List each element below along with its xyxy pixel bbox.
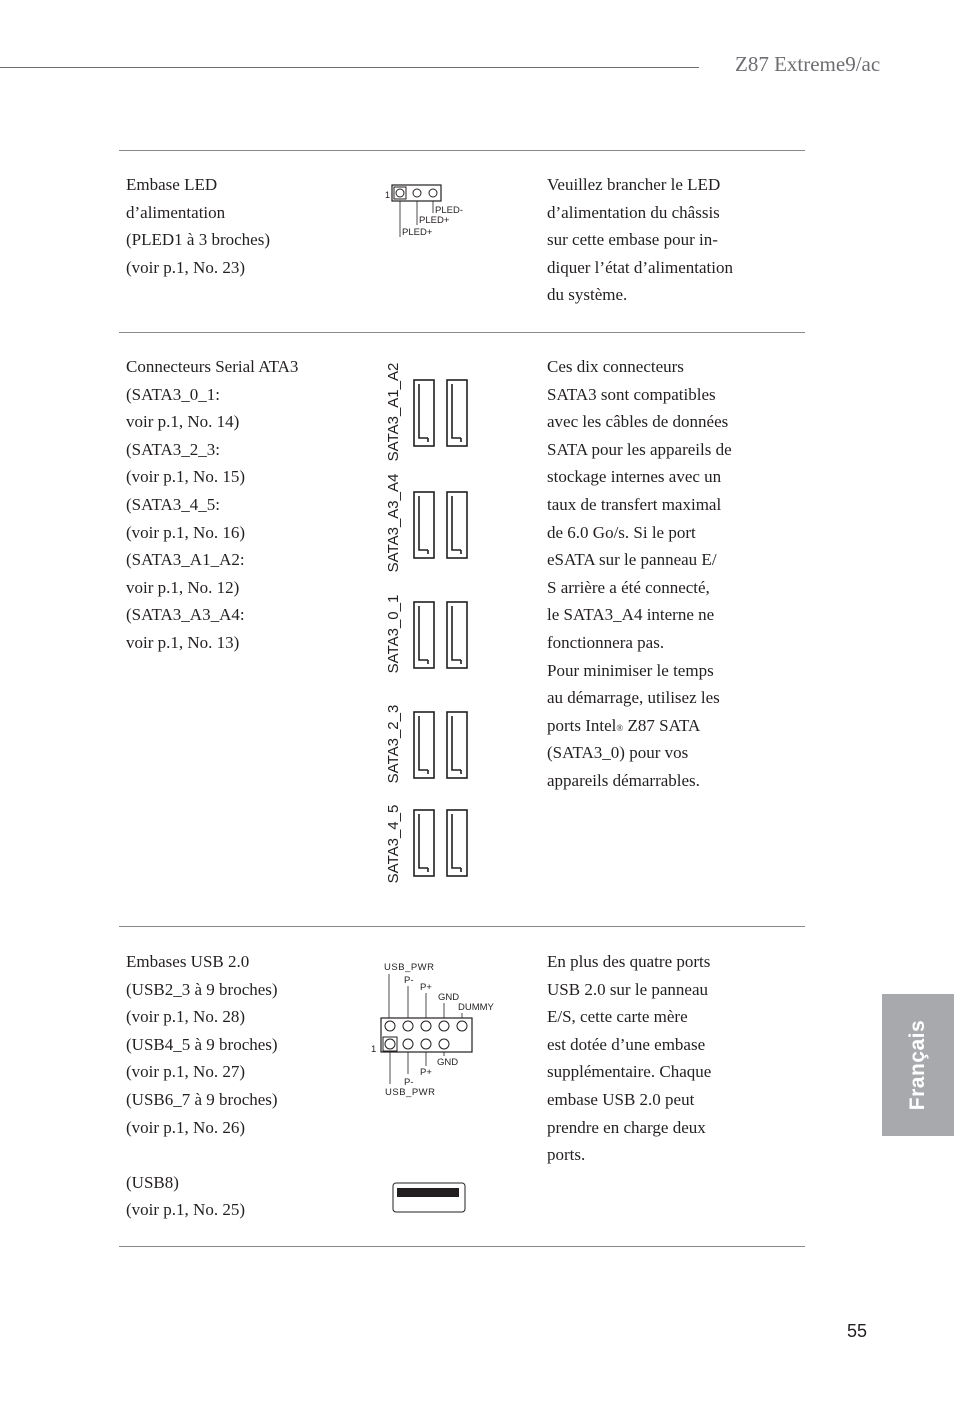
sata-connector-body [447,602,467,668]
header-rule [0,67,699,68]
sata-port-label: SATA3_A3_A4 [385,473,402,573]
sata-port-label: SATA3_0_1 [385,594,402,674]
section-divider [119,1246,805,1247]
sata-connector-key [452,814,461,872]
p-plus-label: P+ [420,1067,432,1078]
text-line: (SATA3_2_3: [126,439,221,459]
gnd-label: GND [438,992,460,1003]
usb-header-diagram [366,956,506,1102]
sata-connector-body [414,712,434,778]
text-line: Veuillez brancher le LED [547,175,721,194]
sata-connector-body [447,810,467,876]
usb-description [126,948,278,1224]
text-line: (USB8) [126,1172,179,1192]
text-line: voir p.1, No. 12) [126,577,240,597]
text-line: (SATA3_A3_A4: [126,605,245,625]
dummy-label: DUMMY [458,1002,494,1013]
text-line: S arrière a été connecté, [547,577,710,597]
text-line: est dotée d’une embase [547,1034,706,1054]
sata-connector-key [419,384,428,442]
pin1-label: 1 [385,190,391,200]
text-line: Pour minimiser le temps [547,660,714,680]
text-line: Embase LED [126,175,218,194]
text-line: (voir p.1, No. 27) [126,1062,245,1082]
sata-description [126,353,298,657]
pled-minus-label: PLED- [435,205,463,216]
sata-connector-key [452,384,461,442]
usb-pwr-label: USB_PWR [385,1087,436,1098]
pin1-label: 1 [371,1044,377,1055]
text-line: (SATA3_A1_A2: [126,550,245,570]
gnd-label: GND [437,1057,459,1068]
pled-plus-label: PLED+ [402,227,433,238]
sata-connector-body [414,602,434,668]
language-label: Français [906,1019,929,1111]
text-line: USB 2.0 sur le panneau [547,979,709,999]
text-line: prendre en charge deux [547,1117,706,1137]
sata-connectors-diagram [378,360,478,892]
language-tab [882,994,954,1136]
sata-connector-body [414,810,434,876]
text-line: sur cette embase pour in- [547,230,718,250]
intel-text-after: Z87 SATA [623,715,701,735]
sata-connector-body [414,380,434,446]
registered-mark: ® [616,722,624,733]
usb-pwr-label: USB_PWR [384,962,435,973]
text-line: au démarrage, utilisez les [547,688,720,708]
text-line: taux de transfert maximal [547,494,722,514]
section-divider [119,150,805,151]
text-line: E/S, cette carte mère [547,1007,688,1027]
pled-explanation [547,171,733,309]
sata-connector-key [452,716,461,774]
text-line: (voir p.1, No. 16) [126,522,245,542]
text-line: En plus des quatre ports [547,952,711,971]
sata-connector-key [419,606,428,664]
section-divider [119,926,805,927]
sata-connector-body [414,492,434,558]
usb-explanation [547,948,711,1169]
sata-connector-body [447,492,467,558]
text-line: d’alimentation [126,202,226,222]
sata-port-label: SATA3_A1_A2 [385,362,402,462]
text-line: (voir p.1, No. 25) [126,1200,245,1220]
text-line: d’alimentation du châssis [547,202,720,222]
usb8-port-diagram [390,1180,470,1216]
sata-connector-key [419,814,428,872]
sata-connector-key [419,716,428,774]
intel-text: ports Intel [547,715,617,735]
text-line: appareils démarrables. [547,770,700,790]
pled-description [126,171,270,281]
section-divider [119,332,805,333]
sata-connector-body [447,712,467,778]
text-line: (PLED1 à 3 broches) [126,230,270,250]
text-line: fonctionnera pas. [547,632,665,652]
text-line: Embases USB 2.0 [126,952,250,971]
text-line: (SATA3_0_1: [126,384,221,404]
p-minus-label: P- [404,1077,414,1088]
text-line: Connecteurs Serial ATA3 [126,357,299,376]
text-line: (voir p.1, No. 26) [126,1117,245,1137]
text-line: (USB2_3 à 9 broches) [126,979,278,999]
text-line: (voir p.1, No. 15) [126,467,245,487]
pled-plus-label: PLED+ [419,215,450,226]
text-line: stockage internes avec un [547,467,722,487]
text-line-intel [547,712,732,740]
sata-connector-key [419,496,428,554]
sata-connector-key [452,606,461,664]
text-line: voir p.1, No. 14) [126,412,240,432]
sata-explanation [547,353,732,795]
text-line: embase USB 2.0 peut [547,1089,695,1109]
text-line: le SATA3_A4 interne ne [547,605,715,625]
text-line: ports. [547,1145,586,1165]
sata-port-label: SATA3_2_3 [385,704,402,784]
page-number: 55 [847,1321,868,1341]
pled-header-diagram [380,180,490,242]
text-line: (SATA3_4_5: [126,494,221,514]
text-line: SATA3 sont compatibles [547,384,716,404]
text-line: de 6.0 Go/s. Si le port [547,522,696,542]
text-line: diquer l’état d’alimentation [547,257,733,277]
sata-connector-key [452,496,461,554]
sata-connector-body [447,380,467,446]
p-minus-label: P- [404,975,414,986]
text-line: Ces dix connecteurs [547,357,684,376]
text-line: (voir p.1, No. 28) [126,1007,245,1027]
text-line: (USB4_5 à 9 broches) [126,1034,278,1054]
sata-port-label: SATA3_4_5 [385,804,402,884]
text-line: (USB6_7 à 9 broches) [126,1089,278,1109]
p-plus-label: P+ [420,982,432,993]
text-line: supplémentaire. Chaque [547,1062,712,1082]
model-title: Z87 Extreme9/ac [735,52,881,76]
text-line: (voir p.1, No. 23) [126,257,245,277]
text-line: (SATA3_0) pour vos [547,743,689,763]
text-line: du système. [547,285,628,305]
text-line: avec les câbles de données [547,412,729,432]
text-line: voir p.1, No. 13) [126,632,240,652]
text-line: SATA pour les appareils de [547,439,732,459]
text-line: eSATA sur le panneau E/ [547,550,717,570]
